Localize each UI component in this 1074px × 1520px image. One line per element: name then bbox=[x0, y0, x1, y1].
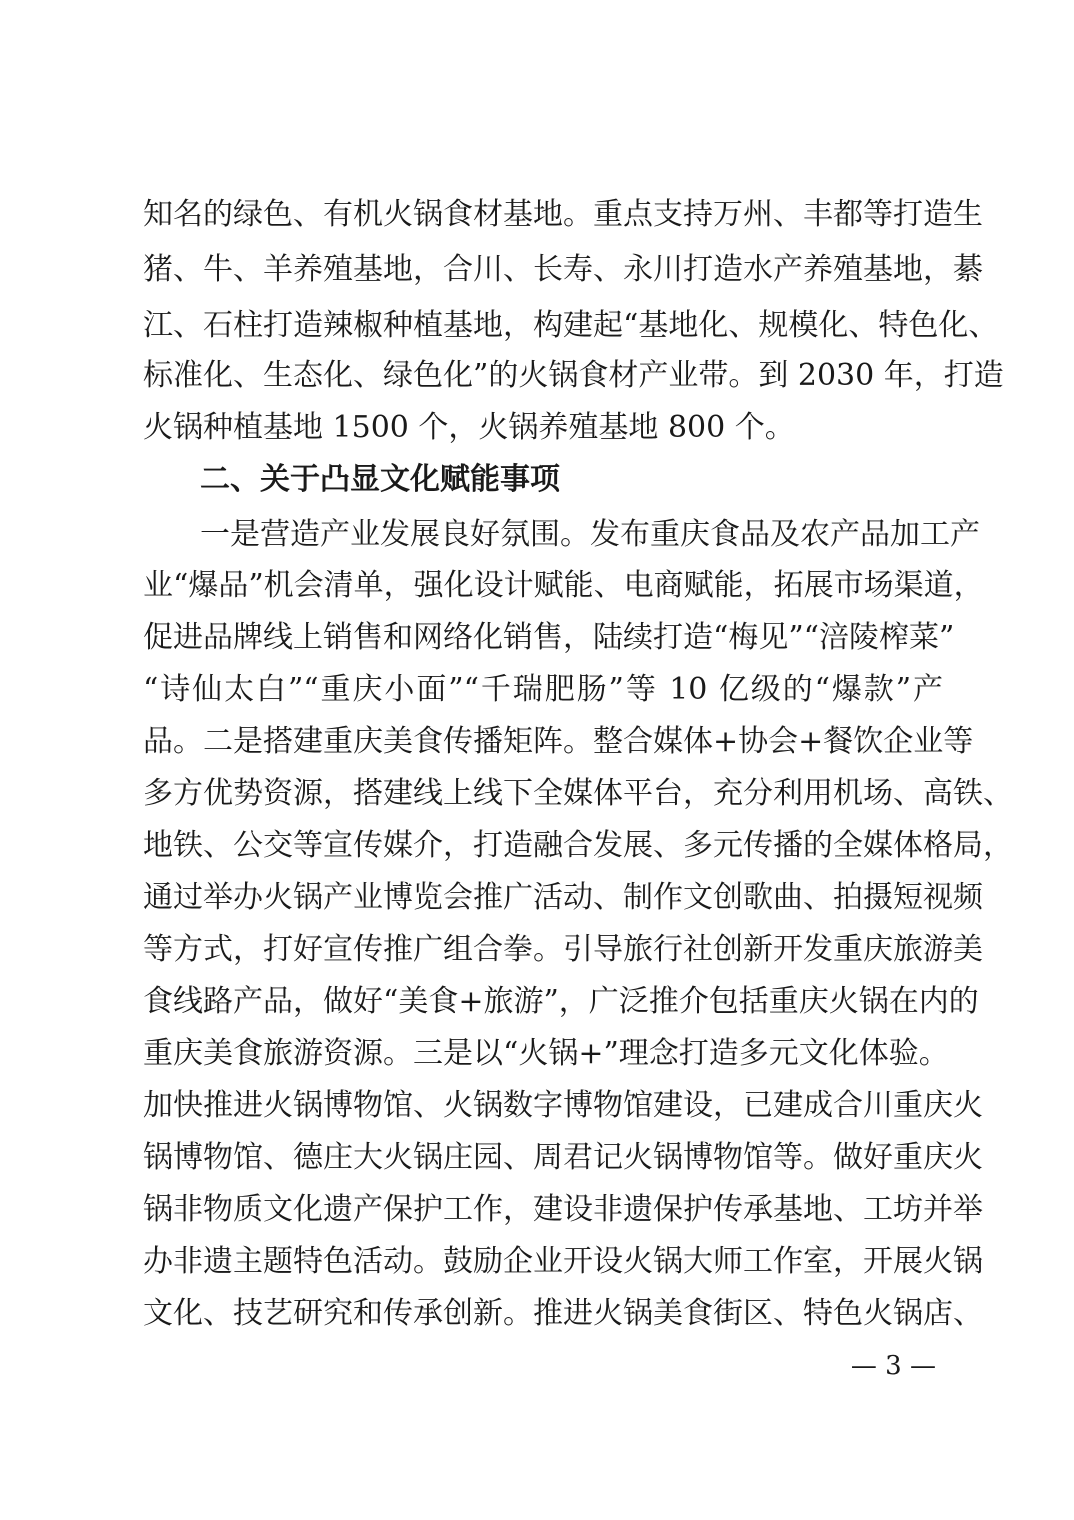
text-line: 品。二是搭建重庆美食传播矩阵。整合媒体+协会+餐饮企业等 bbox=[143, 724, 974, 759]
text-line: “诗仙太白”“重庆小面”“千瑞肥肠”等 10 亿级的“爆款”产 bbox=[143, 672, 943, 707]
text-line: 通过举办火锅产业博览会推广活动、制作文创歌曲、拍摄短视频 bbox=[143, 880, 983, 915]
page-number: — 3 — bbox=[850, 1351, 936, 1381]
text-line: 办非遗主题特色活动。鼓励企业开设火锅大师工作室，开展火锅 bbox=[143, 1244, 983, 1279]
text-line: 江、石柱打造辣椒种植基地，构建起“基地化、规模化、特色化、 bbox=[143, 308, 999, 343]
text-line: 业“爆品”机会清单，强化设计赋能、电商赋能，拓展市场渠道， bbox=[143, 568, 984, 603]
text-line: 锅博物馆、德庄大火锅庄园、周君记火锅博物馆等。做好重庆火 bbox=[143, 1140, 983, 1175]
text-line: 知名的绿色、有机火锅食材基地。重点支持万州、丰都等打造生 bbox=[143, 197, 983, 232]
text-line: 促进品牌线上销售和网络化销售，陆续打造“梅见”“涪陵榨菜” bbox=[143, 620, 955, 655]
text-line: 等方式，打好宣传推广组合拳。引导旅行社创新开发重庆旅游美 bbox=[143, 932, 983, 967]
text-line: 地铁、公交等宣传媒介，打造融合发展、多元传播的全媒体格局， bbox=[143, 828, 1013, 863]
text-line: 猪、牛、羊养殖基地，合川、长寿、永川打造水产养殖基地，綦 bbox=[143, 252, 983, 287]
text-line: 食线路产品，做好“美食+旅游”，广泛推介包括重庆火锅在内的 bbox=[143, 984, 979, 1019]
text-line: 火锅种植基地 1500 个，火锅养殖基地 800 个。 bbox=[143, 410, 795, 445]
section-heading: 二、关于凸显文化赋能事项 bbox=[200, 462, 560, 497]
text-line: 重庆美食旅游资源。三是以“火锅+”理念打造多元文化体验。 bbox=[143, 1036, 949, 1071]
text-line: 锅非物质文化遗产保护工作，建设非遗保护传承基地、工坊并举 bbox=[143, 1192, 983, 1227]
text-line: 一是营造产业发展良好氛围。发布重庆食品及农产品加工产 bbox=[200, 517, 980, 552]
text-line: 加快推进火锅博物馆、火锅数字博物馆建设，已建成合川重庆火 bbox=[143, 1088, 983, 1123]
text-line: 标准化、生态化、绿色化”的火锅食材产业带。到 2030 年，打造 bbox=[143, 358, 1004, 393]
text-line: 文化、技艺研究和传承创新。推进火锅美食街区、特色火锅店、 bbox=[143, 1296, 983, 1331]
text-line: 多方优势资源，搭建线上线下全媒体平台，充分利用机场、高铁、 bbox=[143, 776, 1013, 811]
